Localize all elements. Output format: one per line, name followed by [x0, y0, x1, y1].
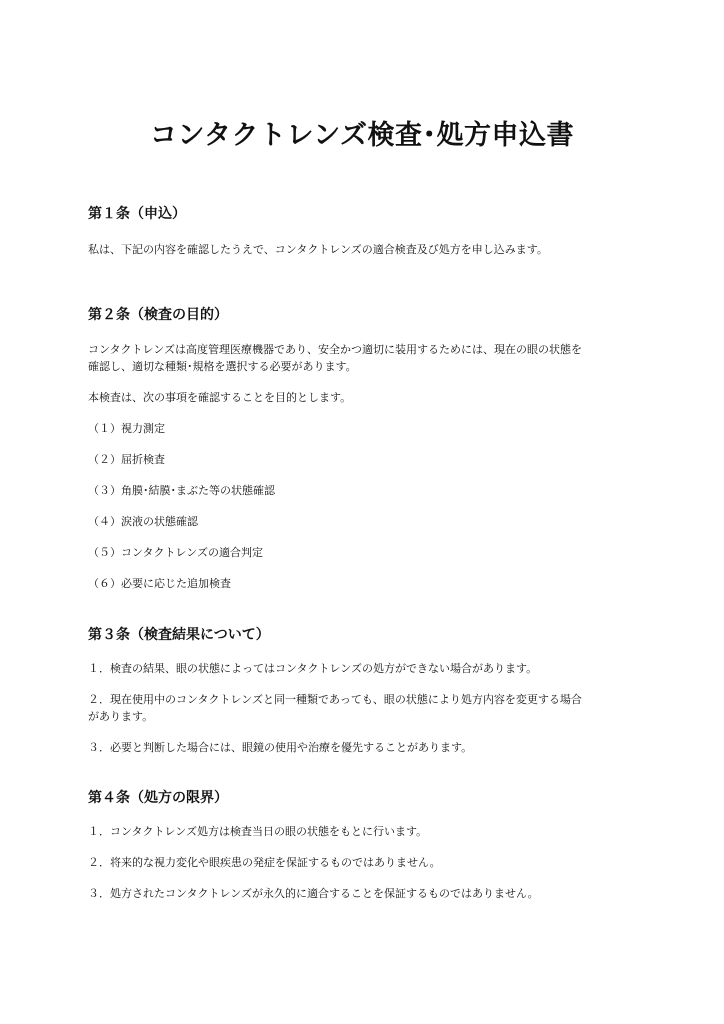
- article-3-paragraph-3: ３．必要と判断した場合には、眼鏡の使用や治療を優先することがあります。: [88, 741, 473, 754]
- article-1-paragraph-1: 私は、下記の内容を確認したうえで、コンタクトレンズの適合検査及び処方を申し込みます。: [88, 243, 548, 256]
- article-3-heading: 第３条（検査結果について）: [88, 627, 270, 643]
- article-1-heading: 第１条（申込）: [88, 206, 186, 222]
- article-2-item-6: （６）必要に応じた追加検査: [88, 577, 231, 590]
- article-2: [88, 305, 636, 592]
- article-2-item-1: （１）視力測定: [88, 422, 165, 435]
- article-1: [88, 204, 636, 258]
- article-2-item-2: （２）屈折検査: [88, 453, 165, 466]
- article-4-paragraph-2: ２．将来的な視力変化や眼疾患の発症を保証するものではありません。: [88, 856, 441, 869]
- article-4-heading: 第４条（処方の限界）: [88, 790, 228, 806]
- article-2-paragraph-2: 本検査は、次の事項を確認することを目的とします。: [88, 391, 352, 404]
- article-4: [88, 788, 636, 902]
- article-3: [88, 625, 636, 756]
- article-2-heading: 第２条（検査の目的）: [88, 307, 228, 323]
- document-title: コンタクトレンズ検査･処方申込書: [150, 120, 574, 151]
- article-2-item-4: （４）涙液の状態確認: [88, 515, 198, 528]
- article-2-paragraph-1: コンタクトレンズは高度管理医療機器であり、安全かつ適切に装用するためには、現在の眼の状態を 確認し、適切な種類･規格を選択する必要があります。: [88, 343, 582, 373]
- article-3-paragraph-1: １．検査の結果、眼の状態によってはコンタクトレンズの処方ができない場合があります。: [88, 662, 538, 675]
- article-2-item-5: （５）コンタクトレンズの適合判定: [88, 546, 263, 559]
- article-4-paragraph-3: ３．処方されたコンタクトレンズが永久的に適合することを保証するものではありません。: [88, 887, 539, 900]
- article-3-paragraph-2: ２．現在使用中のコンタクトレンズと同一種類であっても、眼の状態により処方内容を変更する場合 があります。: [88, 693, 582, 723]
- article-2-item-3: （３）角膜･結膜･まぶた等の状態確認: [88, 484, 275, 497]
- article-4-paragraph-1: １．コンタクトレンズ処方は検査当日の眼の状態をもとに行います。: [88, 825, 428, 838]
